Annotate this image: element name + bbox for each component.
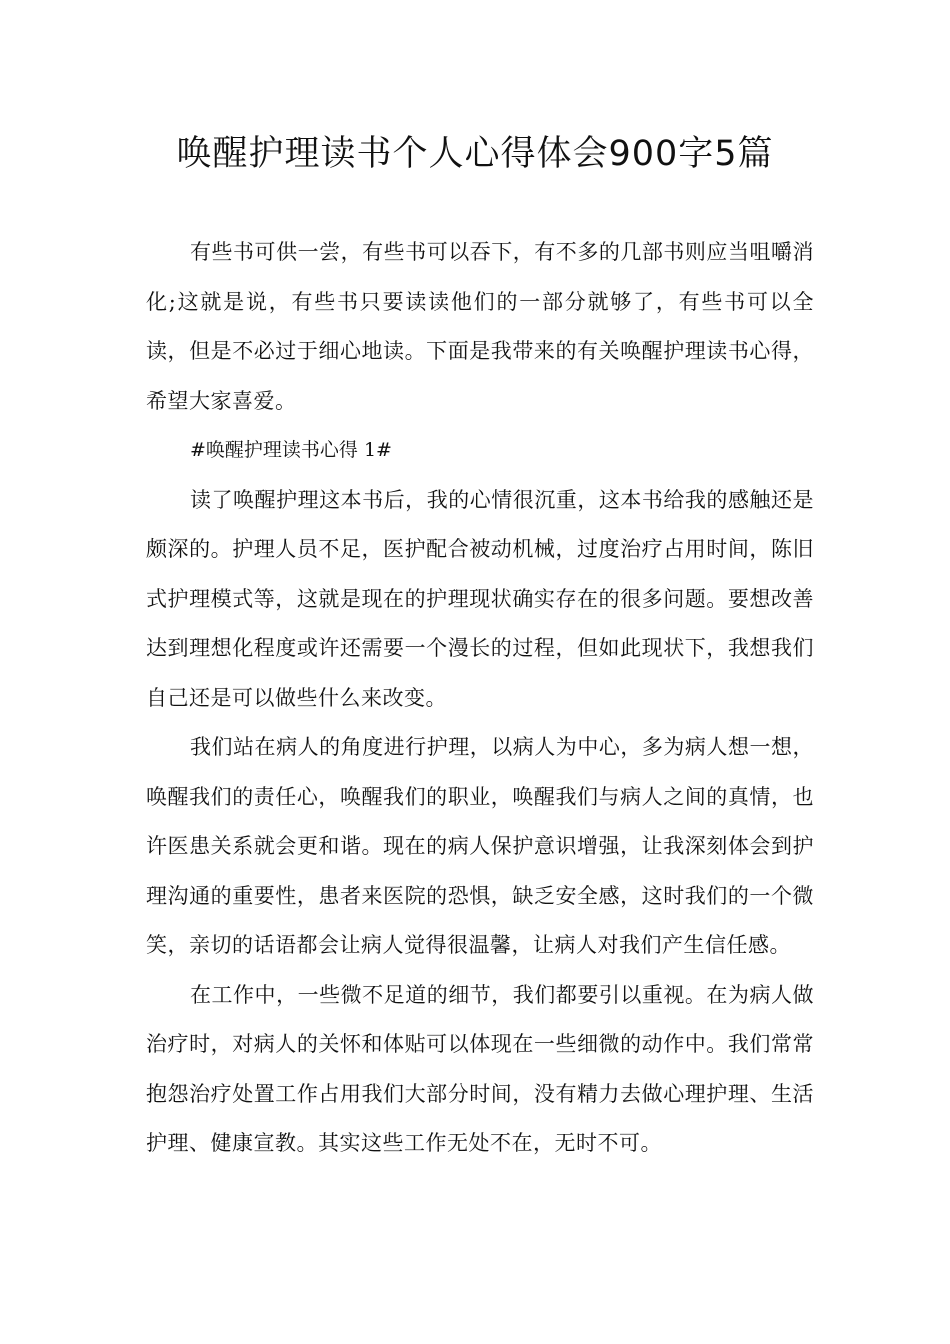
body-paragraph-1: 读了唤醒护理这本书后，我的心情很沉重，这本书给我的感触还是颇深的。护理人员不足，医护配合被动机械，过度治疗占用时间，陈旧式护理模式等，这就是现在的护理现状确实存在的很多问题。要想改善达到理想化程度或许还需要一个漫长的过程，但如此现状下，我想我们自己还是可以做些什么来改变。 [146,487,814,710]
body-paragraph-3: 在工作中，一些微不足道的细节，我们都要引以重视。在为病人做治疗时，对病人的关怀和体贴可以体现在一些细微的动作中。我们常常抱怨治疗处置工作占用我们大部分时间，没有精力去做心理护理、生活护理、健康宣教。其实这些工作无处不在，无时不可。 [146,982,814,1155]
document-title: 唤醒护理读书个人心得体会900字5篇 [176,134,774,174]
body-paragraph-2: 我们站在病人的角度进行护理，以病人为中心，多为病人想一想，唤醒我们的责任心，唤醒我们的职业，唤醒我们与病人之间的真情，也许医患关系就会更和谐。现在的病人保护意识增强，让我深刻体会到护理沟通的重要性，患者来医院的恐惧，缺乏安全感，这时我们的一个微笑，亲切的话语都会让病人觉得很温馨，让病人对我们产生信任感。 [146,735,814,957]
section-heading: #唤醒护理读书心得 1# [190,439,392,461]
document-body [146,228,814,1169]
intro-paragraph: 有些书可供一尝，有些书可以吞下，有不多的几部书则应当咀嚼消化;这就是说，有些书只要读读他们的一部分就够了，有些书可以全读，但是不必过于细心地读。下面是我带来的有关唤醒护理读书心得，希望大家喜爱。 [146,240,814,413]
